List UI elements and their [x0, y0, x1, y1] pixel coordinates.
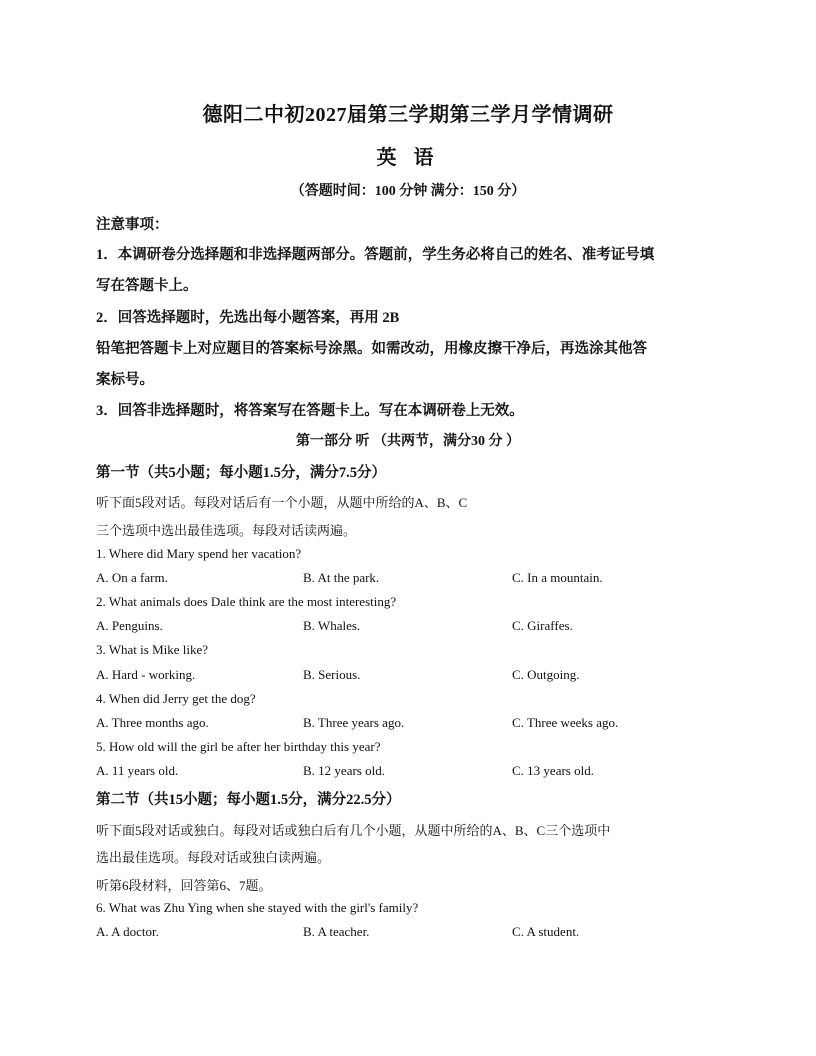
question-1-option-a: A. On a farm.: [96, 570, 168, 585]
question-1-option-b: B. At the park.: [303, 570, 380, 585]
question-4: 4. When did Jerry get the dog?: [96, 691, 256, 706]
question-5-option-b: B. 12 years old.: [303, 763, 385, 778]
notice-item-1-line-2: 写在答题卡上。: [96, 278, 198, 294]
section1-instruction-line-1: 听下面5段对话。每段对话后有一个小题，从题中所给的A、B、C: [96, 495, 468, 510]
question-4-option-c: C. Three weeks ago.: [512, 715, 619, 730]
question-1: 1. Where did Mary spend her vacation?: [96, 546, 302, 561]
question-2-option-c: C. Giraffes.: [512, 618, 573, 633]
section2-instruction-line-1: 听下面5段对话或独白。每段对话或独白后有几个小题，从题中所给的A、B、C三个选项中: [96, 823, 611, 838]
question-5-option-a: A. 11 years old.: [96, 763, 179, 778]
exam-subject: 英 语: [376, 147, 440, 169]
exam-title: 德阳二中初2027届第三学期第三学月学情调研: [202, 104, 614, 126]
question-6: 6. What was Zhu Ying when she stayed with the girl's family?: [96, 900, 419, 915]
exam-meta: （答题时间：100 分钟 满分：150 分）: [290, 184, 526, 199]
notice-heading: 注意事项：: [96, 217, 169, 233]
question-5-option-c: C. 13 years old.: [512, 763, 594, 778]
notice-item-2-line-1: 2．回答选择题时，先选出每小题答案，再用 2B: [96, 310, 400, 326]
section1-instruction-line-2: 三个选项中选出最佳选项。每段对话读两遍。: [96, 523, 357, 538]
question-3-option-c: C. Outgoing.: [512, 667, 580, 682]
question-5: 5. How old will the girl be after her birthday this year?: [96, 739, 381, 754]
notice-item-2-line-3: 案标号。: [96, 372, 154, 388]
question-2-option-b: B. Whales.: [303, 618, 361, 633]
question-3: 3. What is Mike like?: [96, 642, 209, 657]
question-2-option-a: A. Penguins.: [96, 618, 163, 633]
section2-instruction-line-2: 选出最佳选项。每段对话或独白读两遍。: [96, 850, 331, 865]
question-6-option-a: A. A doctor.: [96, 924, 159, 939]
question-3-option-b: B. Serious.: [303, 667, 361, 682]
question-4-option-b: B. Three years ago.: [303, 715, 405, 730]
notice-item-2-line-2: 铅笔把答题卡上对应题目的答案标号涂黑。如需改动，用橡皮擦干净后，再选涂其他答: [96, 341, 647, 357]
question-6-option-b: B. A teacher.: [303, 924, 370, 939]
section2-heading: 第二节（共15小题；每小题1.5分，满分22.5分）: [96, 792, 401, 808]
question-1-option-c: C. In a mountain.: [512, 570, 603, 585]
part1-heading: 第一部分 听 （共两节，满分30 分 ）: [296, 434, 520, 449]
notice-item-1-line-1: 1．本调研卷分选择题和非选择题两部分。答题前，学生务必将自己的姓名、准考证号填: [96, 247, 655, 263]
question-6-option-c: C. A student.: [512, 924, 580, 939]
section1-heading: 第一节（共5小题；每小题1.5分，满分7.5分）: [96, 465, 386, 481]
section2-material-note: 听第6段材料，回答第6、7题。: [96, 878, 272, 893]
notice-item-3: 3．回答非选择题时，将答案写在答题卡上。写在本调研卷上无效。: [96, 403, 524, 419]
question-4-option-a: A. Three months ago.: [96, 715, 209, 730]
question-2: 2. What animals does Dale think are the most interesting?: [96, 594, 397, 609]
question-3-option-a: A. Hard - working.: [96, 667, 196, 682]
